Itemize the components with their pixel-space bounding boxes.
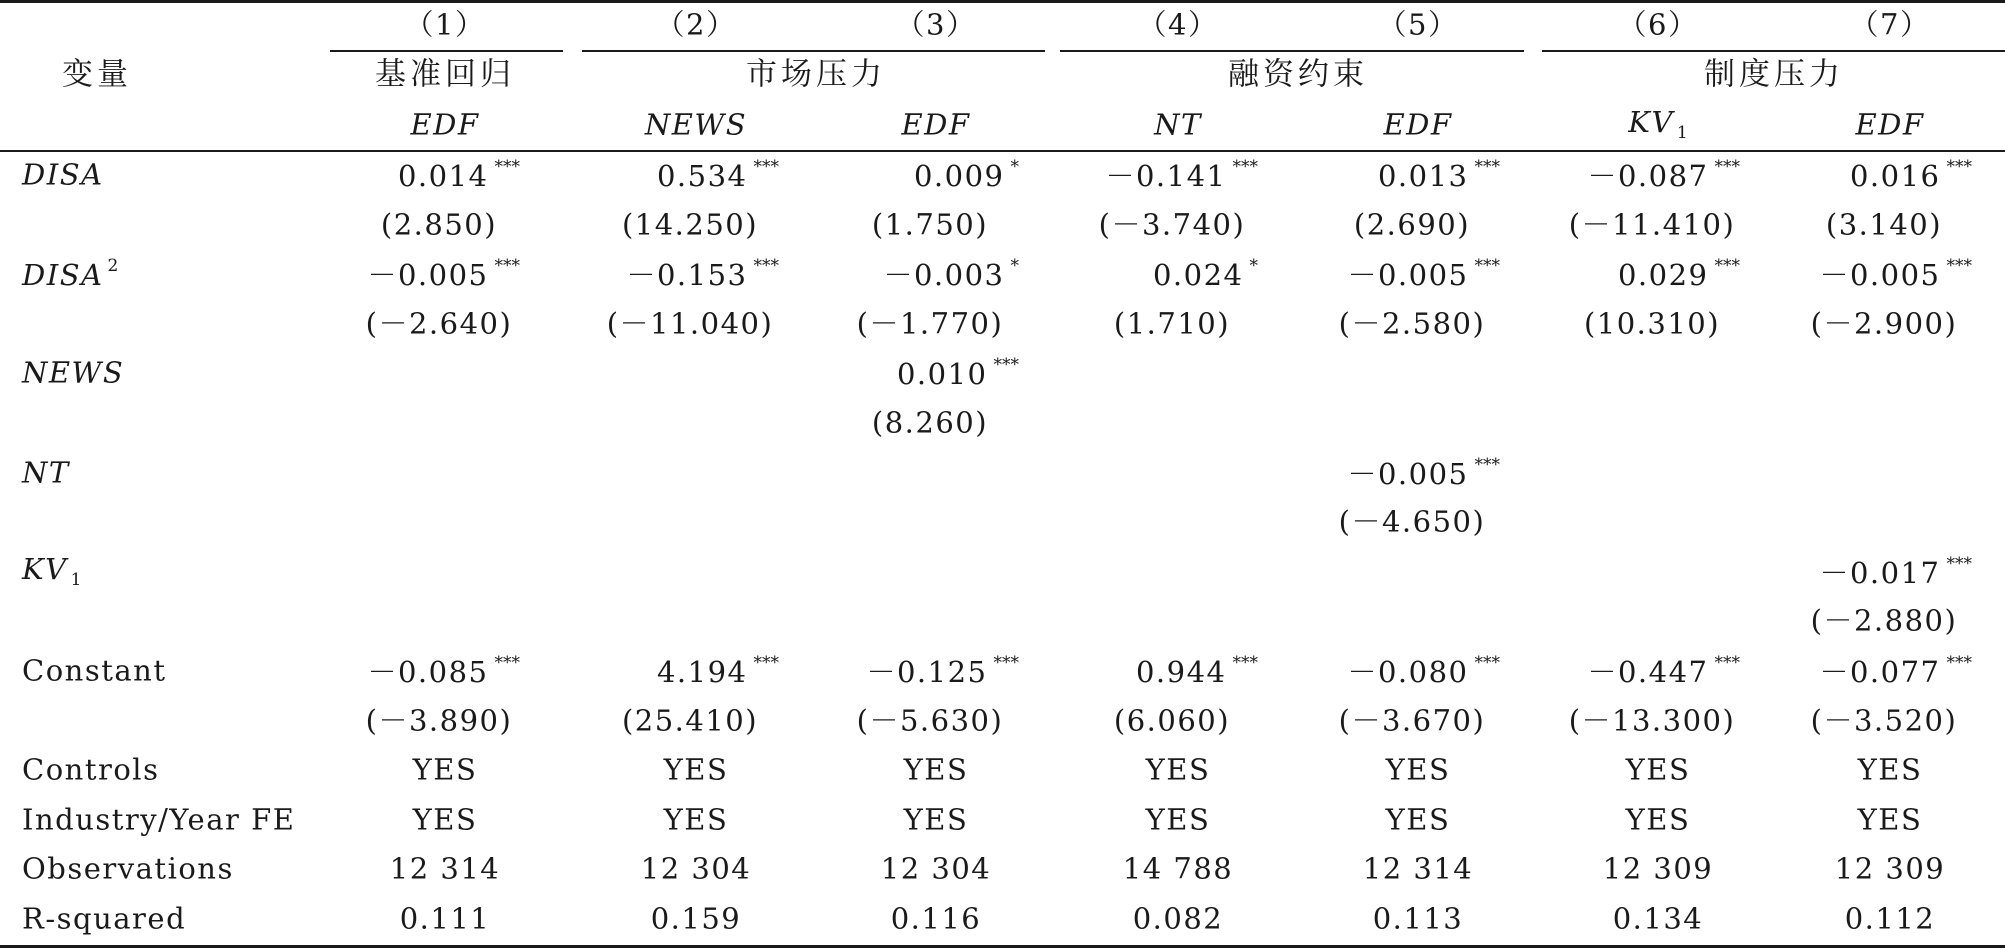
coefficient-value: －0.005 [1347,456,1469,491]
t-statistic-cell: (2.690) [1353,207,1471,242]
dependent-variable-header [1855,107,1925,142]
statistic-cell: YES [663,752,729,787]
coefficient-cell [1136,655,1258,687]
t-statistic-cell: (3.140) [1825,207,1943,242]
statistic-cell: YES [412,802,478,837]
significance-stars: *** [1946,553,1972,574]
variable-name: DISA [22,157,104,192]
statistic-cell: YES [1145,802,1211,837]
statistic-cell: YES [903,752,969,787]
t-statistic-cell: (－3.670) [1338,703,1486,738]
statistic-cell: YES [1145,752,1211,787]
t-statistic-cell: (8.260) [871,405,989,440]
column-number: （1） [404,7,486,42]
dependent-variable-name: NT [1154,107,1202,142]
dependent-variable-name: EDF [1855,107,1925,142]
t-statistic-cell: (－2.640) [365,306,513,341]
significance-stars: *** [1474,256,1500,277]
column-number: （7） [1849,7,1931,42]
coefficient-value: 4.194 [656,655,748,689]
group-rule-1 [330,50,563,52]
dependent-variable-name: NEWS [644,107,748,142]
coefficient-value: －0.005 [1819,258,1941,293]
t-statistic-cell: (14.250) [621,207,759,242]
coefficient-cell [657,655,779,687]
t-statistic-cell: (1.750) [871,207,989,242]
significance-stars: *** [1946,256,1972,277]
statistic-cell: 0.113 [1372,901,1464,936]
statistic-cell: 0.159 [650,901,742,936]
row-label [22,256,119,293]
variable-column-header: 变量 [62,56,132,93]
coefficient-value: 0.024 [1152,258,1244,293]
significance-stars: *** [1474,454,1500,475]
dependent-variable-header [901,107,971,142]
coefficient-value: 0.944 [1135,655,1227,689]
statistic-cell: 12 309 [1834,851,1946,886]
coefficient-cell [883,256,1019,293]
coefficient-value: －0.005 [1347,258,1469,293]
column-number: （5） [1377,7,1459,42]
t-statistic-cell: (25.410) [621,703,759,738]
dependent-variable-name: EDF [1383,107,1453,142]
statistic-cell: YES [1625,752,1691,787]
significance-stars: *** [993,355,1019,376]
coefficient-value: 0.010 [896,357,988,392]
coefficient-value: －0.141 [1105,159,1227,193]
coefficient-cell [1152,256,1258,293]
significance-stars: *** [1946,653,1972,673]
row-label: Controls [22,752,160,787]
coefficient-cell [657,159,779,191]
row-label: R-squared [22,901,187,936]
statistic-cell: 0.112 [1844,901,1936,936]
coefficient-value: 0.013 [1377,159,1469,193]
significance-stars: * [1010,256,1019,277]
t-statistic-cell: (1.710) [1113,306,1231,341]
significance-stars: *** [494,256,520,277]
coefficient-value: －0.080 [1347,655,1469,689]
coefficient-cell [367,256,520,293]
variable-name: KV [22,551,68,586]
t-statistic-cell: (－2.880) [1810,603,1958,638]
column-number: （2） [655,7,737,42]
coefficient-cell [1378,159,1500,191]
coefficient-value: －0.125 [866,655,988,689]
t-statistic-cell: (－4.650) [1338,504,1486,539]
top-rule [0,0,2005,3]
coefficient-cell [367,655,520,687]
group-header: 制度压力 [1704,56,1844,93]
row-label [22,157,104,192]
statistic-cell: YES [1385,802,1451,837]
coefficient-cell [398,159,520,191]
t-statistic-cell: (6.060) [1113,703,1231,738]
coefficient-cell [1617,256,1740,293]
coefficient-cell [1347,454,1500,491]
dependent-variable-header [644,107,748,142]
dependent-variable-subscript: 1 [1676,123,1688,143]
column-number: （4） [1137,7,1219,42]
statistic-cell: YES [1385,752,1451,787]
t-statistic-cell: (2.850) [380,207,498,242]
statistic-cell: 0.111 [399,901,491,936]
significance-stars: *** [1474,653,1500,673]
coefficient-value: 0.016 [1849,159,1941,193]
coefficient-cell [896,355,1019,392]
coefficient-value: －0.003 [883,258,1005,293]
coefficient-cell [1105,159,1258,191]
group-rule-4 [1542,50,2005,52]
significance-stars: *** [753,256,779,277]
coefficient-value: －0.077 [1819,655,1941,689]
statistic-cell: 12 314 [389,851,501,886]
dependent-variable-name: EDF [410,107,480,142]
dependent-variable-header [1154,107,1202,142]
group-rule-2 [582,50,1045,52]
coefficient-value: －0.153 [626,258,748,293]
variable-superscript: 2 [107,256,119,277]
significance-stars: *** [1232,653,1258,673]
coefficient-value: －0.085 [367,655,489,689]
coefficient-cell [1347,256,1500,293]
coefficient-cell [626,256,779,293]
statistic-cell: YES [1857,802,1923,837]
coefficient-value: 0.534 [656,159,748,193]
statistic-cell: YES [663,802,729,837]
t-statistic-cell: (－11.040) [606,306,774,341]
statistic-cell: YES [412,752,478,787]
t-statistic-cell: (－5.630) [856,703,1004,738]
row-label: Observations [22,851,234,886]
significance-stars: *** [753,157,779,177]
statistic-cell: 12 304 [880,851,992,886]
statistic-cell: 14 788 [1122,851,1234,886]
significance-stars: *** [1714,653,1740,673]
dependent-variable-header [410,107,480,142]
group-header: 基准回归 [375,56,515,93]
dependent-variable-header [1383,107,1453,142]
statistic-cell: 12 309 [1602,851,1714,886]
column-number: （6） [1617,7,1699,42]
significance-stars: *** [993,653,1019,673]
coefficient-cell [1819,655,1972,687]
variable-subscript: 1 [70,569,82,590]
coefficient-value: －0.087 [1587,159,1709,193]
t-statistic-cell: (－11.410) [1568,207,1736,242]
statistic-cell: 0.082 [1132,901,1224,936]
coefficient-cell [866,655,1019,687]
variable-name: DISA [22,258,104,293]
group-rule-3 [1060,50,1524,52]
statistic-cell: 12 304 [640,851,752,886]
row-label [22,551,82,590]
t-statistic-cell: (－2.580) [1338,306,1486,341]
t-statistic-cell: (－2.900) [1810,306,1958,341]
significance-stars: * [1249,256,1258,277]
statistic-cell: YES [903,802,969,837]
dependent-variable-name: KV [1628,105,1674,139]
coefficient-value: 0.009 [913,159,1005,193]
t-statistic-cell: (－3.890) [365,703,513,738]
statistic-cell: 0.134 [1612,901,1704,936]
row-label: Industry/Year FE [22,802,296,837]
t-statistic-cell: (－1.770) [856,306,1004,341]
coefficient-value: －0.005 [367,258,489,293]
significance-stars: *** [494,653,520,673]
statistic-cell: 12 314 [1362,851,1474,886]
dependent-variable-header [1628,105,1688,143]
dependent-variable-name: EDF [901,107,971,142]
t-statistic-cell: (－3.740) [1098,207,1246,242]
significance-stars: *** [753,653,779,673]
coefficient-cell [1587,159,1740,191]
coefficient-cell [1587,655,1740,687]
statistic-cell: YES [1625,802,1691,837]
coefficient-cell [1347,655,1500,687]
variable-name: NT [22,455,70,490]
coefficient-value: －0.017 [1819,555,1941,590]
variable-name: NEWS [22,355,125,390]
significance-stars: *** [1946,157,1972,177]
significance-stars: *** [1714,256,1740,277]
variable-name: Constant [22,653,167,688]
coefficient-value: －0.447 [1587,655,1709,689]
coefficient-cell [1850,159,1972,191]
coefficient-value: 0.029 [1617,258,1709,293]
coefficient-value: 0.014 [397,159,489,193]
column-number: （3） [895,7,977,42]
row-label [22,653,167,688]
header-rule [0,150,2005,152]
t-statistic-cell: (－3.520) [1810,703,1958,738]
significance-stars: *** [1714,157,1740,177]
coefficient-cell [1819,256,1972,293]
coefficient-cell [914,159,1019,191]
statistic-cell: YES [1857,752,1923,787]
row-label [22,455,70,490]
row-label [22,355,125,390]
group-header: 融资约束 [1228,56,1368,93]
significance-stars: *** [494,157,520,177]
significance-stars: * [1010,157,1019,177]
statistic-cell: 0.116 [890,901,982,936]
group-header: 市场压力 [746,56,886,93]
significance-stars: *** [1232,157,1258,177]
t-statistic-cell: (10.310) [1583,306,1721,341]
significance-stars: *** [1474,157,1500,177]
coefficient-cell [1819,553,1972,590]
t-statistic-cell: (－13.300) [1568,703,1736,738]
